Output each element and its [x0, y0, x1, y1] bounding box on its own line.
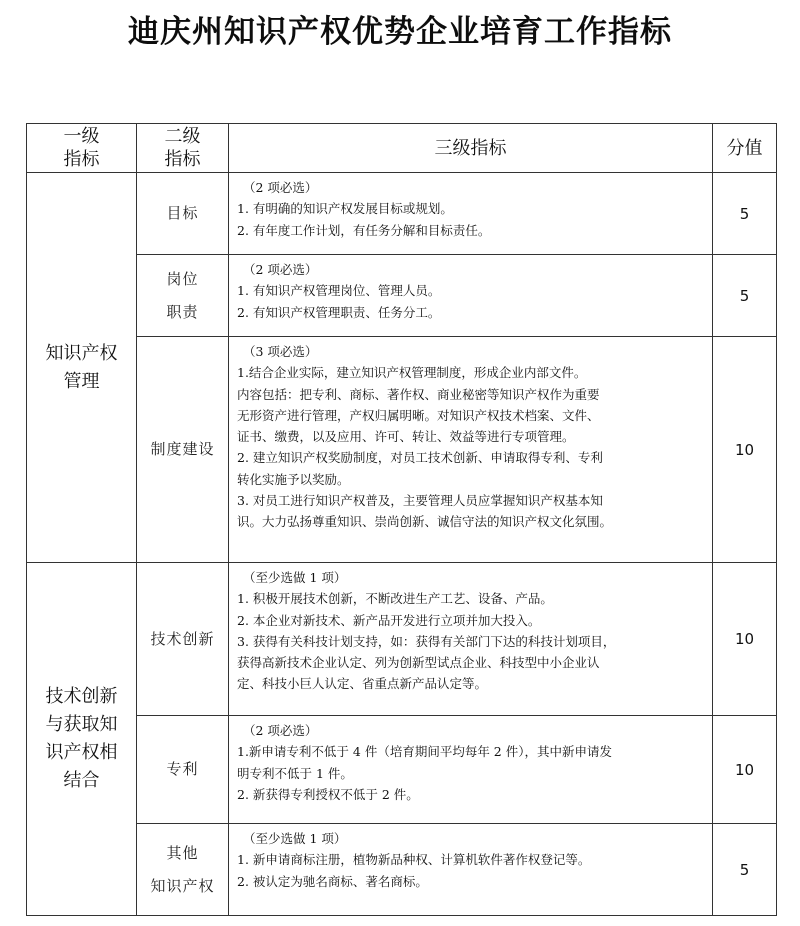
table-row	[27, 563, 777, 716]
table-row	[27, 716, 777, 824]
level3-cell: （2 项必选） 1.新申请专利不低于 4 件（培育期间平均每年 2 件），其中新申请发 明专利不低于 1 件。 2. 新获得专利授权不低于 2 件。	[229, 716, 713, 824]
level2-cell: 目标	[137, 173, 229, 255]
level2-cell: 其他 知识产权	[137, 824, 229, 916]
header-level1: 一级 指标	[27, 124, 137, 173]
header-row	[27, 124, 777, 173]
table-row	[27, 337, 777, 563]
level3-cell: （3 项必选） 1.结合企业实际，建立知识产权管理制度，形成企业内部文件。 内容包括：把专利、商标、著作权、商业秘密等知识产权作为重要 无形资产进行管理，产权归属明晰。对知识产权技术档案、文件、 证书、缴费，以及应用、许可、转让、效益等进行专项管理。 2. 建立知识产权奖励制度，对员工技术创新、申请取得专利、专利 转化实施予以奖励。 3. 对员工进行知识产权普及，主要管理人员应掌握知识产权基本知 识。大力弘扬尊重知识、崇尚创新、诚信守法的知识产权文化氛围。	[229, 337, 713, 563]
level2-cell: 岗位 职责	[137, 255, 229, 337]
score-cell: 5	[713, 173, 777, 255]
level2-cell: 专利	[137, 716, 229, 824]
level3-cell: （至少选做 1 项） 1. 新申请商标注册，植物新品种权、计算机软件著作权登记等。 2. 被认定为驰名商标、著名商标。	[229, 824, 713, 916]
table-row	[27, 824, 777, 916]
table-row	[27, 255, 777, 337]
level3-cell: （2 项必选） 1. 有明确的知识产权发展目标或规划。 2. 有年度工作计划，有任务分解和目标责任。	[229, 173, 713, 255]
score-cell: 5	[713, 255, 777, 337]
score-cell: 5	[713, 824, 777, 916]
indicator-table	[26, 123, 777, 916]
level2-cell: 制度建设	[137, 337, 229, 563]
score-cell: 10	[713, 337, 777, 563]
page-title: 迪庆州知识产权优势企业培育工作指标	[128, 14, 672, 50]
level2-cell: 技术创新	[137, 563, 229, 716]
table-row	[27, 173, 777, 255]
header-level3: 三级指标	[229, 124, 713, 173]
score-cell: 10	[713, 563, 777, 716]
header-level2: 二级 指标	[137, 124, 229, 173]
level3-cell: （至少选做 1 项） 1. 积极开展技术创新，不断改进生产工艺、设备、产品。 2. 本企业对新技术、新产品开发进行立项并加大投入。 3. 获得有关科技计划支持，如：获得有关部门下达的科技计划项目， 获得高新技术企业认定、列为创新型试点企业、科技型中小企业认 定、科技小巨人认定、省重点新产品认定等。	[229, 563, 713, 716]
score-cell: 10	[713, 716, 777, 824]
header-score: 分值	[713, 124, 777, 173]
level1-cell: 技术创新 与获取知 识产权相 结合	[27, 563, 137, 916]
level1-cell: 知识产权 管理	[27, 173, 137, 563]
level3-cell: （2 项必选） 1. 有知识产权管理岗位、管理人员。 2. 有知识产权管理职责、任务分工。	[229, 255, 713, 337]
